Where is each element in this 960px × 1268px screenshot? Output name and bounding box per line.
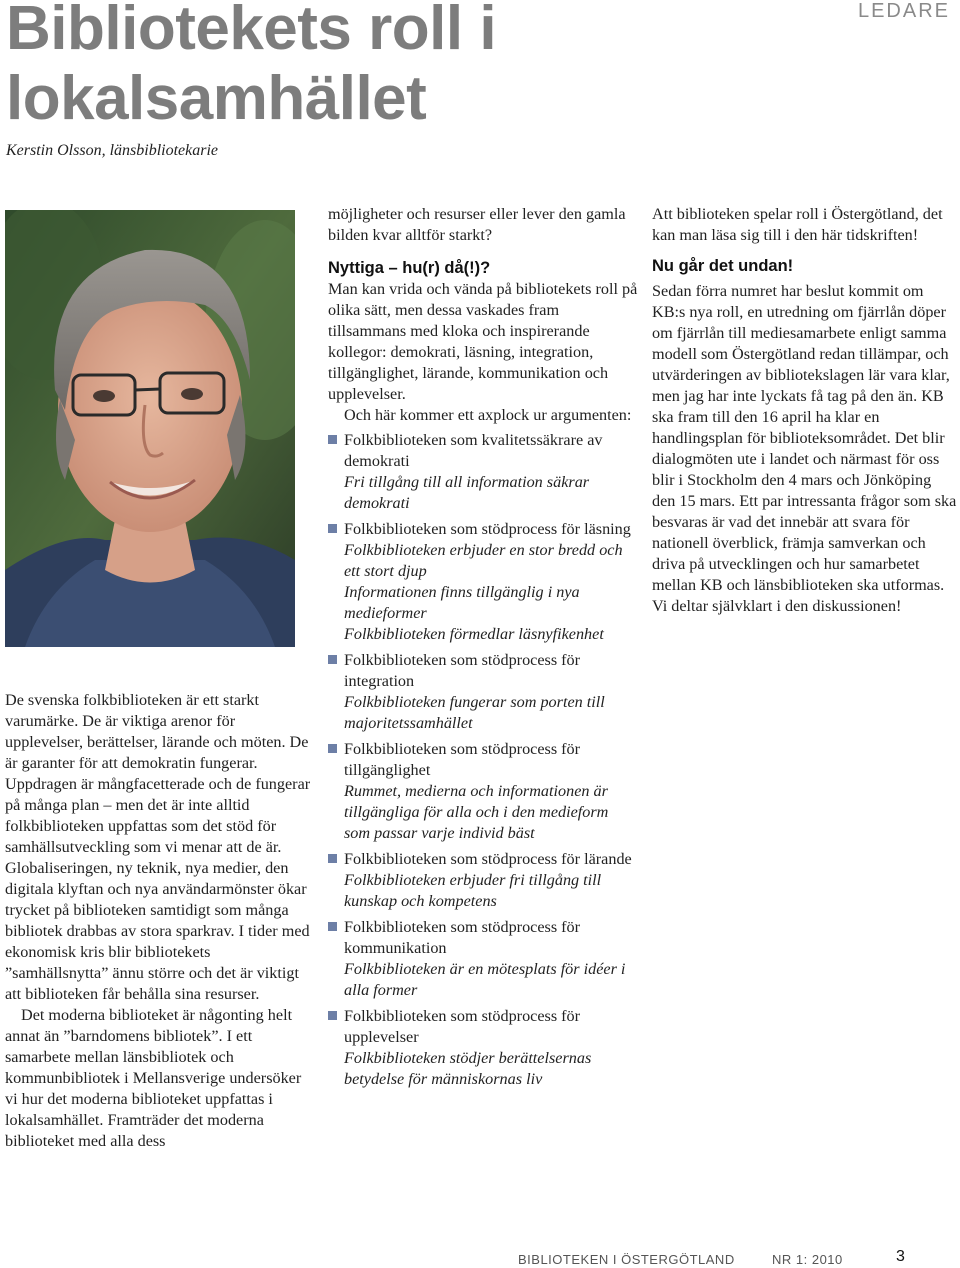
argument-main: Folkbiblioteken som stödprocess för integration: [344, 651, 581, 690]
argument-detail: Folkbiblioteken fungerar som porten till majoritetssamhället: [344, 693, 605, 732]
square-bullet-icon: [328, 922, 337, 931]
paragraph: Sedan förra numret har beslut kommit om KB:s nya roll, en utredning om fjärrlån döper om fjärrlån till mediesamarbete enligt samma modell som Östergötland redan tillämpar, och utvärderingen av bibliotekslagen lär vara klar, men jag har inte lyckats få tag på den än. KB ska fram till den 16 april ha klar en handlingsplan för biblioteksområdet. Det blir dialogmöten ute i landet och närmast för oss blir i Stockholm den 4 mars och Jönköping den 15 mars. Ett par intressanta frågor som ska besvaras är vad det innebär att svara för nationell överblick, främja samverkan och driva på utvecklingen och hur samarbetet mellan KB och länsbiblioteken ska utformas. Vi deltar självklart i den diskussionen!: [652, 282, 957, 615]
footer-issue: NR 1: 2010: [772, 1252, 843, 1267]
argument-item: [328, 849, 638, 912]
argument-main: Folkbiblioteken som stödprocess för tillgänglighet: [344, 740, 581, 779]
subheading: Nyttiga – hu(r) då(!)?: [328, 259, 491, 277]
column-3: [652, 204, 958, 617]
subheading: Nu går det undan!: [652, 257, 794, 275]
article-title: Bibliotekets roll i lokalsamhället: [6, 0, 497, 133]
argument-main: Folkbiblioteken som kvalitetssäkrare av demokrati: [344, 431, 603, 470]
argument-list: [328, 430, 638, 1090]
argument-item: [328, 1006, 638, 1090]
footer-magazine-name: BIBLIOTEKEN I ÖSTERGÖTLAND: [518, 1252, 735, 1267]
page-footer: [0, 1248, 960, 1268]
square-bullet-icon: [328, 854, 337, 863]
argument-detail: Folkbiblioteken är en mötesplats för idéer i alla former: [344, 960, 626, 999]
argument-item: [328, 430, 638, 514]
argument-detail: Folkbiblioteken stödjer berättelsernas betydelse för människornas liv: [344, 1049, 592, 1088]
argument-item: [328, 917, 638, 1001]
argument-detail: Fri tillgång till all information säkrar demokrati: [344, 473, 590, 512]
argument-detail: Folkbiblioteken erbjuder en stor bredd och ett stort djup: [344, 541, 623, 580]
author-photo: [5, 210, 295, 647]
argument-item: [328, 650, 638, 734]
argument-item: [328, 739, 638, 844]
argument-detail: Folkbiblioteken erbjuder fri tillgång till kunskap och kompetens: [344, 871, 602, 910]
column-2: [328, 204, 638, 1095]
paragraph: Man kan vrida och vända på bibliotekets roll på olika sätt, men dessa vaskades fram tillsammans med kloka och inspirerande kollegor: demokrati, läsning, integration, tillgänglighet, lärande, kommunikation och upplevelser.: [328, 280, 638, 403]
argument-main: Folkbiblioteken som stödprocess för kommunikation: [344, 918, 581, 957]
paragraph: Det moderna biblioteket är någonting helt annat än ”barndomens bibliotek”. I ett samarbete mellan länsbibliotek och kommunbibliotek i Mellansverige undersöker vi hur det moderna biblioteket uppfattas i lokalsamhället. Framträder det moderna biblioteket med alla dess: [5, 1006, 302, 1150]
paragraph: möjligheter och resurser eller lever den gamla bilden kvar alltför starkt?: [328, 205, 626, 244]
paragraph: Att biblioteken spelar roll i Östergötland, det kan man läsa sig till i den här tidskriften!: [652, 205, 943, 244]
square-bullet-icon: [328, 1011, 337, 1020]
argument-main: Folkbiblioteken som stödprocess för upplevelser: [344, 1007, 581, 1046]
square-bullet-icon: [328, 524, 337, 533]
square-bullet-icon: [328, 435, 337, 444]
argument-detail: Informationen finns tillgänglig i nya medieformer: [344, 583, 580, 622]
argument-item: [328, 519, 638, 645]
square-bullet-icon: [328, 744, 337, 753]
byline: Kerstin Olsson, länsbibliotekarie: [6, 142, 218, 159]
argument-detail: Rummet, medierna och informationen är tillgängliga för alla och i den medieform som passar varje individ bäst: [344, 782, 609, 842]
argument-detail: Folkbiblioteken förmedlar läsnyfikenhet: [344, 625, 604, 643]
square-bullet-icon: [328, 655, 337, 664]
section-label: LEDARE: [857, 0, 950, 22]
paragraph: De svenska folkbiblioteken är ett starkt varumärke. De är viktiga arenor för upplevelser, berättelser, lärande och möten. De är garanter för att demokratin fungerar. Uppdragen är mångfacetterade och de fungerar på många plan – men det är inte alltid folkbiblioteken uppfattas som det stöd för samhällsutveckling som vi menar att de är. Globaliseringen, ny teknik, nya medier, den digitala klyftan och nya användarmönster ökar trycket på biblioteken samtidigt som många bibliotek drabbas av stora sparkrav. I tider med ekonomisk kris blir bibliotekets ”samhällsnytta” ännu större och det är viktigt att biblioteken får behålla sina resurser.: [5, 691, 311, 1003]
page-number: 3: [896, 1248, 905, 1265]
argument-main: Folkbiblioteken som stödprocess för läsning: [344, 520, 631, 538]
column-1: [5, 690, 313, 1152]
argument-main: Folkbiblioteken som stödprocess för lärande: [344, 850, 632, 868]
paragraph: Och här kommer ett axplock ur argumenten:: [344, 406, 632, 424]
